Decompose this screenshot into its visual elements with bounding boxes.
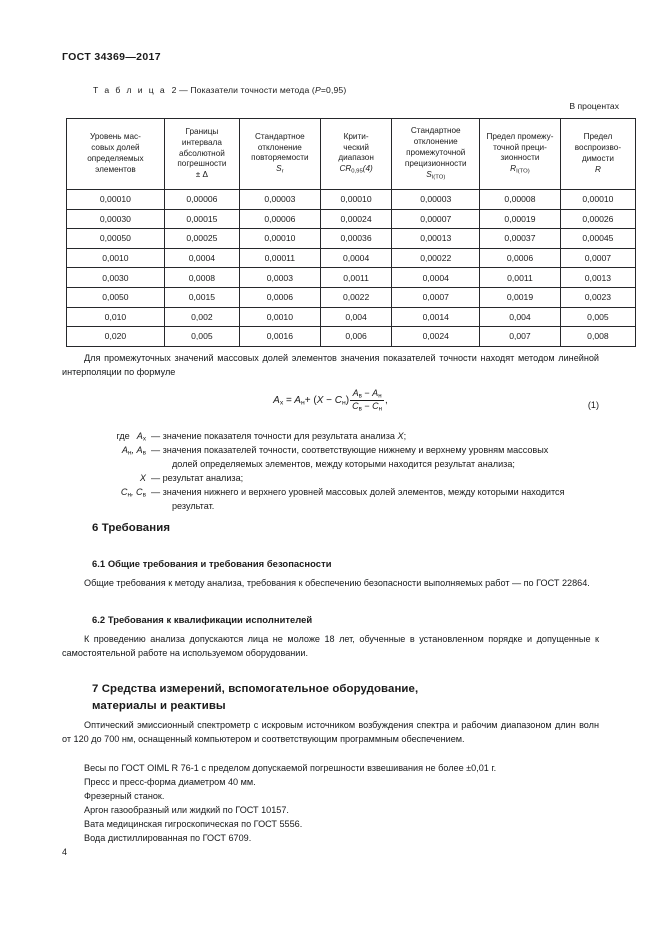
table-cell: 0,0006 [480,248,561,268]
equipment-item [62,832,599,846]
formula-expression [62,388,599,413]
header-line: димости [581,154,614,163]
table-cell: 0,007 [480,327,561,347]
table-cell: 0,00003 [392,190,480,210]
table-cell: 0,00006 [239,209,320,229]
section-6-1-body [62,577,599,591]
table-cell: 0,00003 [239,190,320,210]
table-cell: 0,0004 [392,268,480,288]
table-cell: 0,00019 [480,209,561,229]
table-cell: 0,004 [480,307,561,327]
table-row [67,268,636,288]
where-definition: — значения показателей точности, соответствующие нижнему и верхнему уровням массовых [151,445,549,456]
formula-lhs: $A_x$ [273,395,284,407]
header-symbol: $CR_{0,95}(4)$ [339,164,373,175]
formula-denominator: $C_в - C_н$ [352,401,383,413]
formula-fraction [350,388,384,413]
header-line: совых долей [91,143,140,153]
where-continuation: результат. [172,500,215,511]
section-heading-7 [92,681,592,714]
intro-paragraph-text: Для промежуточных значений массовых долей элементов значения показателей точности находят методом линейной интерполяции по формуле [62,353,599,377]
table-cell: 0,0004 [320,248,392,268]
table-caption-number: 2 [171,85,177,95]
table-cell: 0,00010 [560,190,635,210]
table-cell: 0,00008 [480,190,561,210]
table-cell: 0,00007 [392,209,480,229]
table-cell: 0,0013 [560,268,635,288]
equipment-item [62,818,599,832]
table-cell: 0,00011 [239,248,320,268]
where-item [62,430,599,444]
where-definition: — значение показателя точности для результата анализа X; [151,431,407,441]
table-cell: 0,002 [164,307,239,327]
formula-numerator: $A_в - A_н$ [350,388,384,401]
where-symbol: X [139,472,146,483]
where-symbol: $C_н$, $C_в$ [120,486,146,499]
table-header-cell-repeatability-sd [239,119,320,190]
where-item [62,444,599,458]
equipment-item [62,804,599,818]
table-header-cell-critical-range [320,119,392,190]
table-header [67,119,636,190]
table-cell: 0,010 [67,307,165,327]
table-caption [93,85,346,95]
header-line: Стандартное [410,126,461,136]
table-cell: 0,005 [164,327,239,347]
table-header-cell-reproducibility [560,119,635,190]
table-cell: 0,00010 [239,229,320,249]
equipment-item [62,776,599,790]
formula-open-paren: ( [313,395,317,407]
page-number: 4 [62,847,68,857]
header-line: абсолютной [178,148,225,158]
header-line: Границы [185,126,219,136]
header-line: элементов [95,164,136,174]
section-heading-7-line1: 7 Средства измерений, вспомогательное оборудование, [92,683,419,695]
table-cell: 0,0024 [392,327,480,347]
table-row [67,327,636,347]
table-cell: 0,0007 [560,248,635,268]
table-cell: 0,00024 [320,209,392,229]
equipment-item-text: Вата медицинская гигроскопическая по ГОСТ 5556. [84,819,303,829]
table-header-cell-abs-error [164,119,239,190]
table-caption-dash: — [179,85,188,95]
header-line: погрешности [177,159,227,169]
header-line: зионности [500,153,540,163]
section-7-paragraph-text: Оптический эмиссионный спектрометр с искровым источником возбуждения спектра и рабочим диапазоном длин волн от 120 до 700 нм, оснащенный компьютером и соответствующим программным обеспечением. [62,720,599,744]
formula-x: X [316,395,324,407]
header-line: Стандартное [254,131,305,141]
table-cell: 0,00013 [392,229,480,249]
table-cell: 0,00022 [392,248,480,268]
section-7-paragraph [62,719,599,747]
section-heading-7-line2: материалы и реактивы [92,699,226,712]
header-line: прецизионности [404,158,467,168]
where-lead: где [116,431,130,441]
table-cell: 0,00015 [164,209,239,229]
table-cell: 0,00010 [67,190,165,210]
table-cell: 0,0023 [560,287,635,307]
header-symbol: $S_r$ [276,164,284,175]
table-row [67,209,636,229]
header-line: Уровень мас- [90,132,141,142]
table-cell: 0,0022 [320,287,392,307]
formula-comma: , [385,395,388,407]
table-cell: 0,00010 [320,190,392,210]
formula-equals: = [286,395,292,407]
formula-close-paren: ) [345,395,350,407]
header-line: повторяемости [251,153,309,163]
header-line: отклонение [257,142,302,152]
table-row [67,248,636,268]
header-symbol: $R_{I(TO)}$ [510,164,530,175]
table-header-cell-level [67,119,165,190]
table-cell: 0,0050 [67,287,165,307]
section-heading-6: 6 Требования [92,522,171,534]
running-head: ГОСТ 34369—2017 [62,51,161,63]
table-cell: 0,00050 [67,229,165,249]
table-cell: 0,00026 [560,209,635,229]
table-cell: 0,00025 [164,229,239,249]
header-line: отклонение [413,137,458,147]
table-caption-label: Т а б л и ц а [93,85,167,95]
table-cell: 0,0004 [164,248,239,268]
where-definition: — значения нижнего и верхнего уровней массовых долей элементов, между которыми находится [151,486,565,497]
table-caption-title: Показатели точности метода ( [190,85,315,95]
header-line: определяемых [87,154,144,163]
table-cell: 0,0008 [164,268,239,288]
table-cell: 0,004 [320,307,392,327]
formula-1 [62,388,599,413]
table-cell: 0,00045 [560,229,635,249]
table-body [67,190,636,347]
header-line: интервала [181,137,222,147]
header-symbol: ± Δ [195,170,209,180]
table-caption-prob-value: =0,95) [320,85,347,95]
header-symbol: $S_{I(TO)}$ [426,169,446,180]
equipment-item-text: Фрезерный станок. [84,791,165,801]
header-line: диапазон [338,153,374,163]
table-cell: 0,0010 [239,307,320,327]
where-continuation: долей определяемых элементов, между которыми находится результат анализа; [172,459,515,470]
table-cell: 0,006 [320,327,392,347]
section-heading-6-1: 6.1 Общие требования и требования безопасности [92,558,332,569]
table-cell: 0,005 [560,307,635,327]
where-definition: — результат анализа; [151,472,244,483]
table-row [67,229,636,249]
table-cell: 0,00037 [480,229,561,249]
where-symbol: где $A_x$ [116,431,146,443]
table-cell: 0,0011 [480,268,561,288]
accuracy-table [66,118,636,347]
table-cell: 0,0019 [480,287,561,307]
formula-c-lower: $C_н$ [334,395,346,407]
table-cell: 0,00036 [320,229,392,249]
table-cell: 0,0030 [67,268,165,288]
table-cell: 0,008 [560,327,635,347]
section-6-2-body [62,633,599,661]
table-caption-prob-symbol: P [314,85,321,95]
table-header-cell-intermediate-limit [480,119,561,190]
table-cell: 0,020 [67,327,165,347]
table-cell: 0,0010 [67,248,165,268]
where-symbol: $A_н$, $A_в$ [121,445,146,457]
formula-plus: + [304,395,311,407]
table-cell: 0,00030 [67,209,165,229]
equipment-item-text: Аргон газообразный или жидкий по ГОСТ 10157. [84,805,289,815]
section-heading-6-2: 6.2 Требования к квалификации исполнителей [92,614,313,625]
table-row [67,190,636,210]
header-line: Крити- [343,131,369,141]
header-symbol: R [594,164,601,174]
header-line: Предел промежу- [486,131,554,141]
header-line: воспроизво- [574,143,622,153]
equipment-item [62,790,599,804]
table-cell: 0,0011 [320,268,392,288]
where-item [62,472,599,486]
table-cell: 0,00006 [164,190,239,210]
table-cell: 0,0007 [392,287,480,307]
formula-minus: − [326,395,332,407]
header-line: Предел [583,132,613,142]
where-list [62,430,599,513]
equipment-item-text: Весы по ГОСТ OIML R 76-1 с пределом допускаемой погрешности взвешивания не более ±0,01 г. [84,763,497,773]
formula-a-lower: $A_н$ [294,395,305,407]
table-row [67,307,636,327]
intro-paragraph [62,352,599,380]
table-cell: 0,0015 [164,287,239,307]
table-cell: 0,0003 [239,268,320,288]
equipment-item [62,762,599,776]
table-units-note: В процентах [569,101,619,111]
table-cell: 0,0006 [239,287,320,307]
table-header-cell-intermediate-sd [392,119,480,190]
where-item [62,486,599,500]
table-cell: 0,0014 [392,307,480,327]
section-6-2-text: К проведению анализа допускаются лица не моложе 18 лет, обученные в установленном порядке и допущенные к самостоятельной работе на используемом оборудовании. [62,634,599,658]
header-line: промежуточной [406,147,466,157]
header-line: ческий [343,142,369,152]
equipment-item-text: Вода дистиллированная по ГОСТ 6709. [84,833,252,843]
formula-number: (1) [587,400,599,410]
header-line: точной преци- [493,142,547,152]
table-cell: 0,0016 [239,327,320,347]
equipment-item-text: Пресс и пресс-форма диаметром 40 мм. [84,777,256,787]
table-row [67,287,636,307]
section-6-1-text: Общие требования к методу анализа, требования к обеспечению безопасности выполняемых работ — по ГОСТ 22864. [84,578,590,588]
table-header-row [67,119,636,190]
